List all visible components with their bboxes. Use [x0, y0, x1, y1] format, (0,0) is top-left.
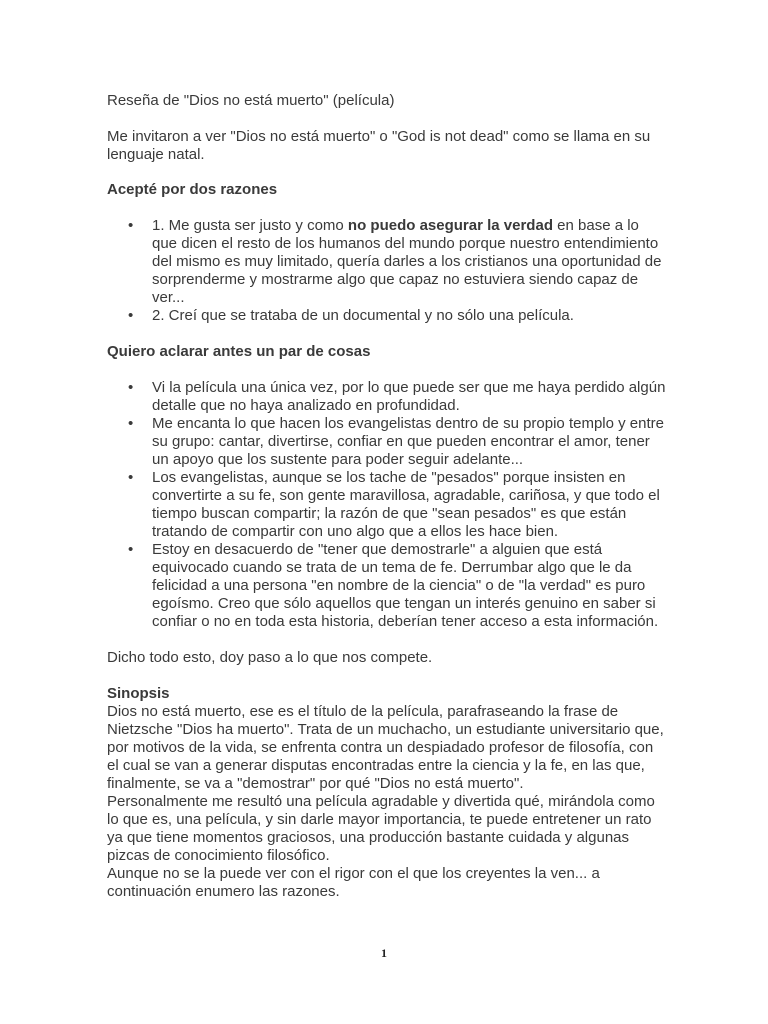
clarify-item-3-text: Los evangelistas, aunque se los tache de "pesados" porque insisten en convertirte a su fe, son gente maravillosa, agradable, cariñosa, y que todo el tiempo buscan compartir; la razón de que "sean pesados" es que están tratando de compartir con uno algo que a ellos les hace bien.: [152, 469, 660, 540]
bullet-icon: •: [128, 307, 134, 324]
clarify-item-2: [128, 415, 667, 469]
synopsis-paragraph-1: Dios no está muerto, ese es el título de la película, parafraseando la frase de Nietzsche "Dios ha muerto". Trata de un muchacho, un estudiante universitario que, por motivos de la vida, se enfrenta contra un despiadado profesor de filosofía, con el cual se van a generar disputas encontradas entre la ciencia y la fe, en las que, finalmente, se va a "demostrar" por qué "Dios no está muerto".: [107, 703, 664, 792]
clarify-item-3: [128, 469, 667, 541]
clarify-item-1-text: Vi la película una única vez, por lo que puede ser que me haya perdido algún detalle que no haya analizado en profundidad.: [152, 379, 666, 414]
clarify-heading: Quiero aclarar antes un par de cosas: [107, 343, 371, 360]
clarify-list: [107, 379, 667, 631]
clarify-item-4: [128, 541, 667, 631]
reason-item-2: [128, 307, 667, 325]
bullet-icon: •: [128, 541, 134, 558]
clarify-item-1: [128, 379, 667, 415]
document-body: [107, 92, 667, 901]
synopsis-paragraph-3: Aunque no se la puede ver con el rigor con el que los creyentes la ven... a continuación enumero las razones.: [107, 865, 600, 900]
clarify-item-2-text: Me encanta lo que hacen los evangelistas dentro de su propio templo y entre su grupo: cantar, divertirse, confiar en que pueden encontrar el amor, tener un apoyo que los sustente para poder seguir adelante...: [152, 415, 664, 468]
bullet-icon: •: [128, 379, 134, 396]
reason-item-1: [128, 217, 667, 307]
synopsis-paragraph-2: Personalmente me resultó una película agradable y divertida qué, mirándola como lo que es, una película, y sin darle mayor importancia, te puede entretener un rato ya que tiene momentos graciosos, una producción bastante cuidada y algunas pizcas de conocimiento filosófico.: [107, 793, 655, 864]
page-number: 1: [381, 946, 387, 960]
synopsis-heading: Sinopsis: [107, 685, 170, 702]
closing-paragraph: Dicho todo esto, doy paso a lo que nos compete.: [107, 649, 433, 666]
document-title: Reseña de "Dios no está muerto" (película): [107, 92, 395, 109]
reasons-heading: Acepté por dos razones: [107, 181, 278, 198]
bullet-icon: •: [128, 217, 134, 234]
bullet-icon: •: [128, 415, 134, 432]
clarify-item-4-text: Estoy en desacuerdo de "tener que demostrarle" a alguien que está equivocado cuando se trata de un tema de fe. Derrumbar algo que le da felicidad a una persona "en nombre de la ciencia" o de "la verdad" es puro egoísmo. Creo que sólo aquellos que tengan un interés genuino en saber si confiar o no en toda esta historia, deberían tener acceso a esta información.: [152, 541, 659, 630]
reasons-list: [107, 217, 667, 325]
reason-2-text: 2. Creí que se trataba de un documental y no sólo una película.: [152, 307, 574, 324]
reason-1-bold-text: no puedo asegurar la verdad: [347, 217, 553, 234]
bullet-icon: •: [128, 469, 134, 486]
intro-paragraph: Me invitaron a ver "Dios no está muerto" o "God is not dead" como se llama en su lenguaje natal.: [107, 128, 651, 163]
reason-1-text-end: en base a lo que dicen el resto de los humanos del mundo porque nuestro entendimiento del mismo es muy limitado, quería darles a los cristianos una oportunidad de sorprenderme y mostrarme algo que capaz no estuviera siendo capaz de ver...: [152, 217, 662, 306]
reason-1-text-start: 1. Me gusta ser justo y como: [152, 217, 348, 234]
